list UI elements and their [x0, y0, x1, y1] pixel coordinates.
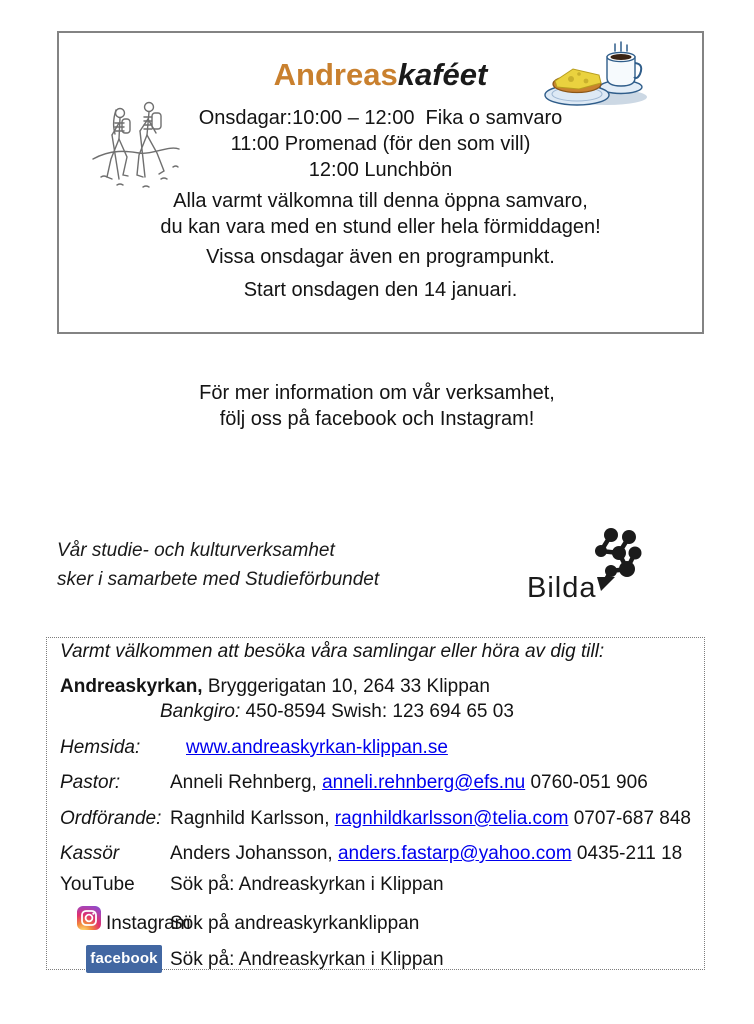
- kassor-phone: 0435-211 18: [571, 843, 683, 864]
- church-name: Andreaskyrkan,: [60, 676, 203, 697]
- social-info-line-2: följ oss på facebook och Instagram!: [219, 408, 535, 430]
- welcome-line-2: du kan vara med en stund eller hela förmiddagen!: [160, 216, 601, 238]
- instagram-label: Instagram: [106, 913, 191, 934]
- pastor-row: [60, 772, 696, 796]
- youtube-label: YouTube: [60, 874, 135, 895]
- andreaskafeet-box: [57, 31, 704, 334]
- bilda-logo: [527, 525, 645, 605]
- kassor-email-link[interactable]: anders.fastarp@yahoo.com: [337, 843, 572, 864]
- schedule-block: [59, 105, 702, 183]
- youtube-row: [60, 874, 696, 898]
- fika-illustration-icon: [543, 39, 651, 111]
- church-address-row: [60, 676, 696, 700]
- ordforande-label: Ordförande:: [60, 808, 162, 829]
- bank-row: [60, 701, 696, 725]
- welcome-line-1: Alla varmt välkomna till denna öppna samvaro,: [173, 190, 588, 212]
- facebook-badge: facebook: [86, 945, 162, 973]
- hemsida-label: Hemsida:: [60, 737, 141, 758]
- welcome-block: [59, 188, 702, 240]
- pastor-email-link[interactable]: anneli.rehnberg@efs.nu: [322, 772, 526, 793]
- ordforande-email-link[interactable]: ragnhildkarlsson@telia.com: [334, 808, 569, 829]
- bankgiro-label: Bankgiro:: [160, 701, 241, 722]
- hemsida-row: [60, 737, 696, 761]
- social-info-block: [0, 380, 754, 432]
- instagram-search-hint: Sök på andreaskyrkanklippan: [170, 913, 420, 934]
- kassor-row: [60, 843, 696, 867]
- kassor-name: Anders Johansson,: [170, 843, 338, 864]
- website-link[interactable]: www.andreaskyrkan-klippan.se: [186, 737, 448, 758]
- instagram-row: [60, 913, 696, 937]
- youtube-search-hint: Sök på: Andreaskyrkan i Klippan: [170, 874, 444, 895]
- kafe-title-kafeet: kaféet: [397, 57, 488, 92]
- schedule-line-3: 12:00 Lunchbön: [308, 159, 453, 181]
- facebook-search-hint: Sök på: Andreaskyrkan i Klippan: [170, 949, 444, 970]
- contact-intro: Varmt välkommen att besöka våra samlingar eller höra av dig till:: [60, 641, 605, 662]
- pastor-label: Pastor:: [60, 772, 121, 793]
- social-info-line-1: För mer information om vår verksamhet,: [199, 382, 555, 404]
- facebook-row: [60, 949, 696, 973]
- bankgiro-swish-value: 450-8594 Swish: 123 694 65 03: [240, 701, 514, 722]
- contact-box: [46, 637, 705, 970]
- study-text-block: [57, 536, 379, 594]
- bilda-logo-text: Bilda: [527, 572, 597, 604]
- ordforande-row: [60, 808, 696, 832]
- program-note: Vissa onsdagar även en programpunkt.: [206, 246, 555, 268]
- ordforande-phone: 0707-687 848: [568, 808, 691, 829]
- pastor-name: Anneli Rehnberg,: [170, 772, 323, 793]
- kassor-label: Kassör: [60, 843, 120, 864]
- schedule-line-1: Onsdagar:10:00 – 12:00 Fika o samvaro: [198, 107, 563, 129]
- study-line-1: Vår studie- och kulturverksamhet: [57, 540, 335, 561]
- church-address: Bryggerigatan 10, 264 33 Klippan: [202, 676, 490, 697]
- start-note: Start onsdagen den 14 januari.: [243, 279, 518, 301]
- instagram-icon: [77, 906, 101, 930]
- schedule-line-2: 11:00 Promenad (för den som vill): [230, 133, 531, 155]
- ordforande-name: Ragnhild Karlsson,: [170, 808, 335, 829]
- study-line-2: sker i samarbete med Studieförbundet: [57, 569, 380, 590]
- pastor-phone: 0760-051 906: [525, 772, 648, 793]
- kafe-title-andreas: Andreas: [273, 57, 398, 92]
